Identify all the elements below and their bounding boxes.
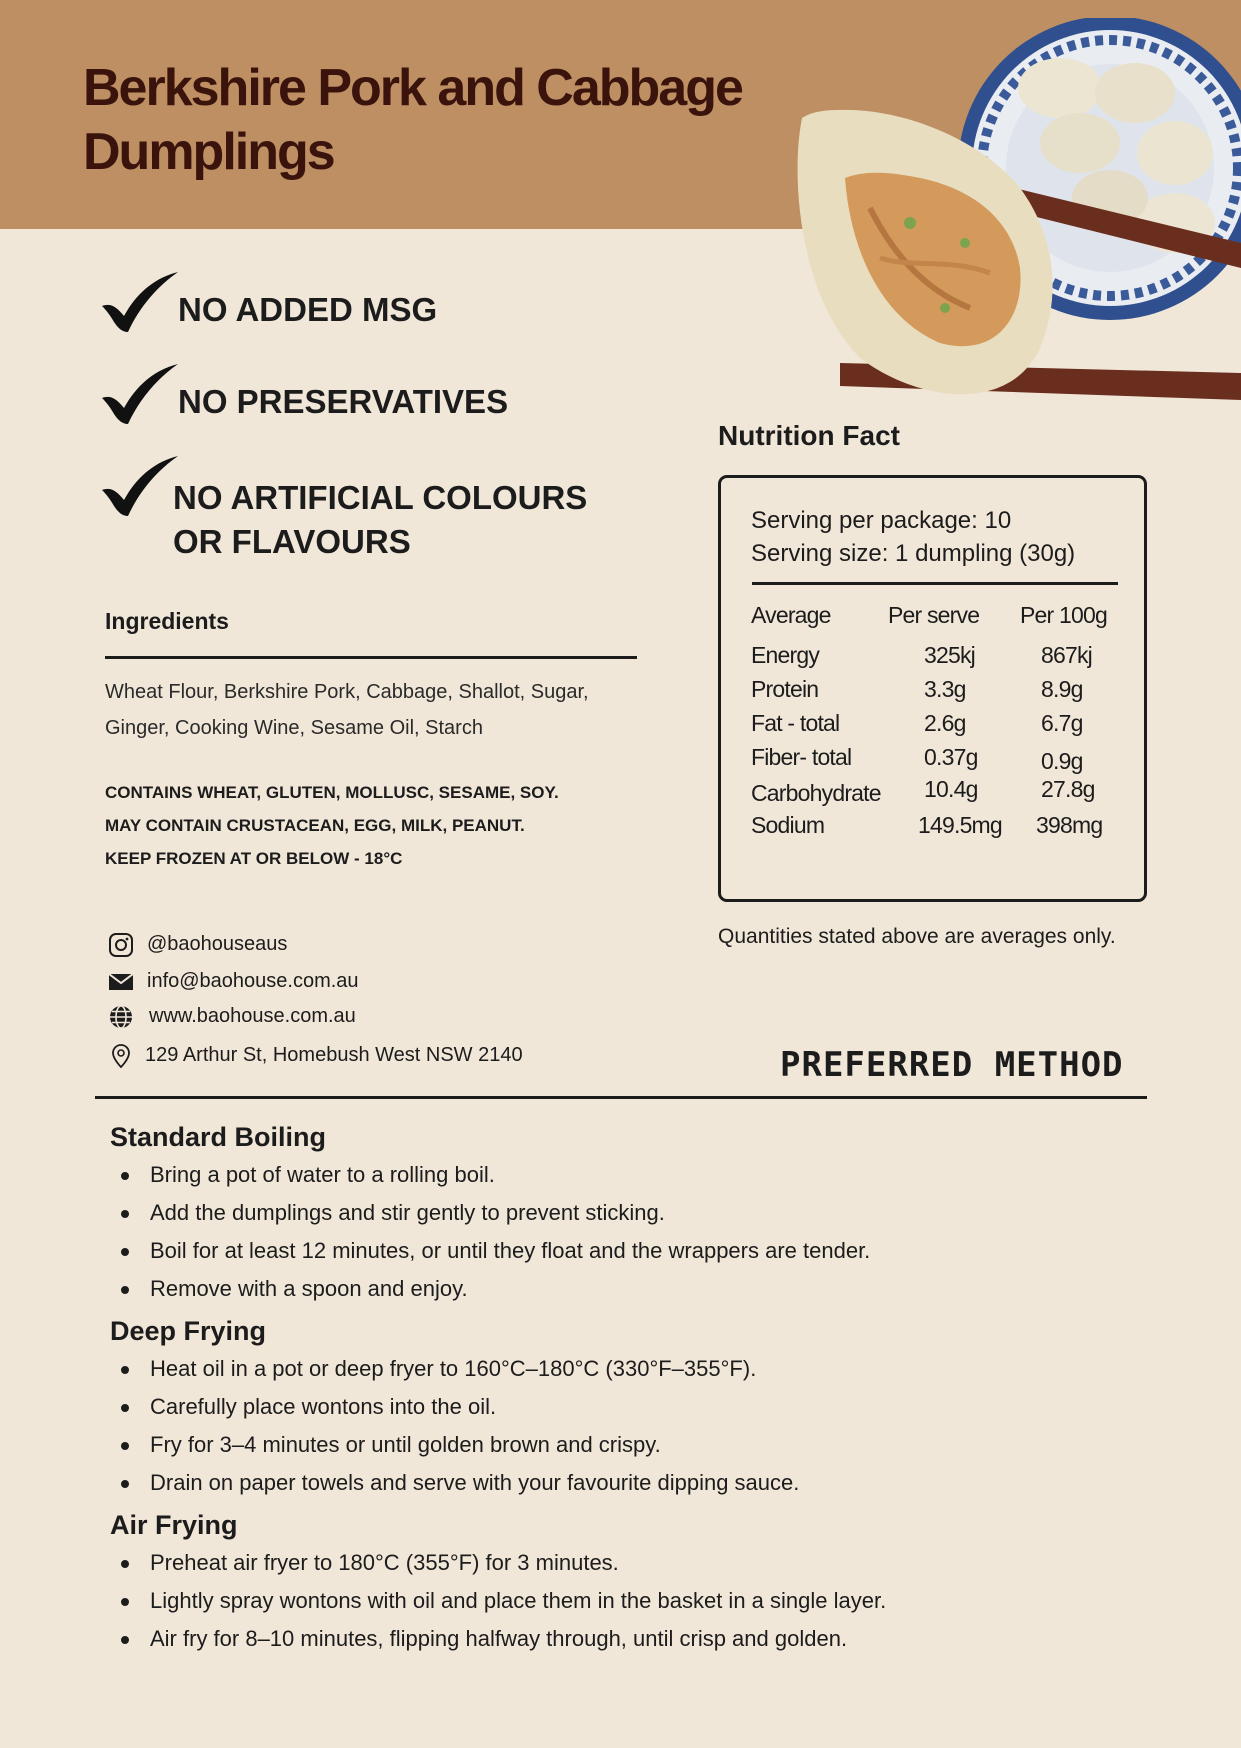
nutrition-divider (752, 582, 1118, 585)
per-100g-value: 27.8g (1041, 776, 1095, 802)
claim-text: NO ADDED MSG (178, 291, 438, 328)
globe-icon (108, 1004, 134, 1030)
nutrition-row (751, 812, 1131, 846)
method-steps (110, 1350, 1130, 1502)
method-step: Air fry for 8–10 minutes, flipping halfway through, until crisp and golden. (110, 1620, 1130, 1658)
checkmark-icon (100, 454, 180, 520)
method-step: Remove with a spoon and enjoy. (110, 1270, 1130, 1308)
nutrient-name: Energy (751, 642, 820, 668)
per-100g-value: 0.9g (1041, 748, 1083, 774)
per-serve-value: 2.6g (924, 710, 966, 736)
location-pin-icon (108, 1043, 134, 1069)
method-title: Standard Boiling (110, 1122, 326, 1152)
allergen-line: CONTAINS WHEAT, GLUTEN, MOLLUSC, SESAME, SOY. (105, 783, 559, 802)
per-serve-value: 10.4g (924, 776, 978, 802)
method-step: Boil for at least 12 minutes, or until they float and the wrappers are tender. (110, 1232, 1130, 1270)
nutrient-name: Fiber- total (751, 744, 852, 770)
method-standard-boiling (110, 1120, 1130, 1308)
contact-address[interactable] (108, 1041, 668, 1071)
per-serve-value: 149.5mg (918, 812, 1002, 838)
method-divider (95, 1096, 1147, 1099)
nutrition-row (751, 744, 1131, 778)
method-steps (110, 1156, 1130, 1308)
column-header: Average (751, 602, 831, 628)
method-step: Drain on paper towels and serve with your favourite dipping sauce. (110, 1464, 1130, 1502)
nutrient-name: Sodium (751, 812, 825, 838)
nutrition-row (751, 642, 1131, 676)
nutrient-name: Protein (751, 676, 819, 702)
nutrition-header-row (751, 602, 1131, 636)
nutrition-row (751, 676, 1131, 710)
method-step: Lightly spray wontons with oil and place them in the basket in a single layer. (110, 1582, 1130, 1620)
ingredients-title: Ingredients (105, 608, 229, 634)
instagram-icon (108, 932, 134, 958)
serving-size: Serving size: 1 dumpling (30g) (751, 540, 1076, 567)
method-title: Deep Frying (110, 1316, 267, 1346)
checkmark-icon (100, 270, 180, 336)
per-serve-value: 3.3g (924, 676, 966, 702)
allergen-line: KEEP FROZEN AT OR BELOW - 18°C (105, 849, 403, 868)
contact-text: 129 Arthur St, Homebush West NSW 2140 (145, 1044, 523, 1066)
method-step: Fry for 3–4 minutes or until golden brown and crispy. (110, 1426, 1130, 1464)
mail-icon (108, 969, 134, 995)
nutrient-name: Carbohydrate (751, 780, 881, 806)
ingredients-text: Wheat Flour, Berkshire Pork, Cabbage, Shallot, Sugar, Ginger, Cooking Wine, Sesame Oil, Starch (105, 681, 589, 739)
nutrition-row (751, 710, 1131, 744)
contact-email[interactable] (108, 967, 668, 997)
contact-text: www.baohouse.com.au (149, 1005, 356, 1027)
method-air-frying (110, 1508, 1130, 1658)
claim-text: NO PRESERVATIVES (178, 383, 509, 420)
per-serve-value: 0.37g (924, 744, 978, 770)
method-step: Heat oil in a pot or deep fryer to 160°C–180°C (330°F–355°F). (110, 1350, 1130, 1388)
method-deep-frying (110, 1314, 1130, 1502)
ingredients-divider (105, 656, 637, 659)
method-step: Carefully place wontons into the oil. (110, 1388, 1130, 1426)
contact-text: info@baohouse.com.au (147, 970, 359, 992)
contact-website[interactable] (108, 1002, 668, 1032)
contact-instagram[interactable] (108, 930, 668, 960)
nutrition-note: Quantities stated above are averages only. (718, 925, 1116, 948)
preferred-method-heading: PREFERRED METHOD (780, 1045, 1124, 1085)
method-step: Bring a pot of water to a rolling boil. (110, 1156, 1130, 1194)
per-100g-value: 8.9g (1041, 676, 1083, 702)
claim-text: NO ARTIFICIAL COLOURS OR FLAVOURS (173, 479, 588, 560)
method-step: Preheat air fryer to 180°C (355°F) for 3 minutes. (110, 1544, 1130, 1582)
per-100g-value: 867kj (1041, 642, 1092, 668)
checkmark-icon (100, 362, 180, 428)
nutrition-panel (718, 475, 1147, 902)
allergen-line: MAY CONTAIN CRUSTACEAN, EGG, MILK, PEANUT. (105, 816, 525, 835)
per-serve-value: 325kj (924, 642, 975, 668)
serving-per-package: Serving per package: 10 (751, 507, 1012, 534)
nutrition-title: Nutrition Fact (718, 420, 900, 451)
per-100g-value: 6.7g (1041, 710, 1083, 736)
nutrition-row (751, 776, 1131, 814)
method-title: Air Frying (110, 1510, 238, 1540)
method-steps (110, 1544, 1130, 1658)
allergen-statements (105, 776, 665, 875)
column-header: Per serve (888, 602, 980, 628)
nutrient-name: Fat - total (751, 710, 840, 736)
page-title: Berkshire Pork and Cabbage Dumplings (83, 59, 742, 181)
contact-text: @baohouseaus (147, 933, 288, 955)
serving-info (751, 504, 1075, 570)
method-step: Add the dumplings and stir gently to prevent sticking. (110, 1194, 1130, 1232)
dumpling-photo (780, 18, 1241, 418)
per-100g-value: 398mg (1036, 812, 1103, 838)
column-header: Per 100g (1020, 602, 1107, 628)
